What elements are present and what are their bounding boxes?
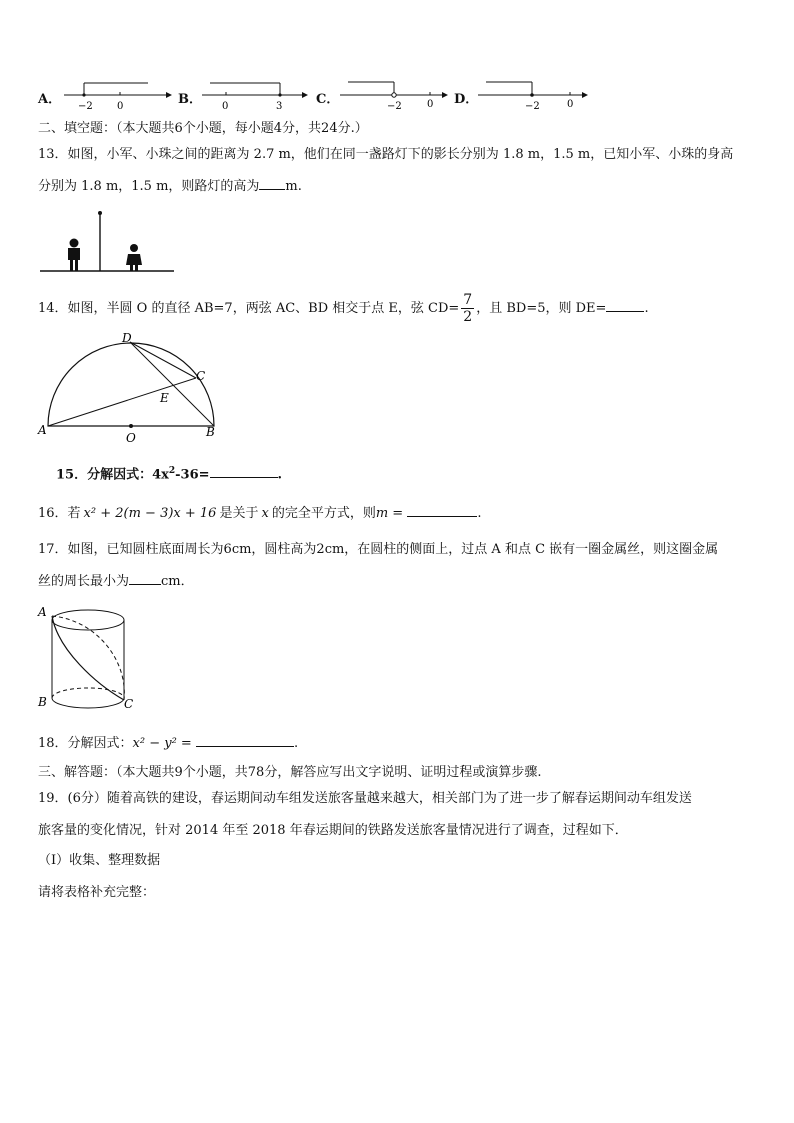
q14-text-a: 14．如图，半圆 O 的直径 AB=7，两弦 AC、BD 相交于点 E，弦 CD=	[38, 301, 460, 316]
option-c-label: C．	[316, 92, 340, 107]
q14-text	[38, 292, 649, 326]
q18-prefix: 18．分解因式：	[38, 736, 133, 751]
q17-unit: cm．	[161, 574, 194, 589]
q15-text-b: -36=	[175, 467, 210, 483]
q14-label-c: C	[196, 369, 206, 383]
option-b-numberline	[200, 78, 308, 114]
numberline-options	[0, 78, 794, 114]
q14-answer-blank	[606, 298, 644, 312]
section3-heading: 三、解答题：（本大题共9个小题，共78分，解答应写出文字说明、证明过程或演算步骤.	[38, 765, 542, 780]
q17-cylinder-figure	[36, 600, 140, 718]
q17-label-a: A	[38, 605, 47, 619]
option-d-tick-2: 0	[567, 99, 574, 110]
q17-cylinder-top	[52, 610, 124, 630]
q16-equals: =	[388, 506, 408, 521]
q19-line1: 19．(6分）随着高铁的建设，春运期间动车组发送旅客量越来越大，相关部门为了进一步了解春运期间动车组发送	[38, 791, 692, 806]
q13-line2-text: 分别为 1.8 m，1.5 m，则路灯的高为	[38, 179, 260, 194]
q17-answer-blank	[129, 571, 161, 585]
q17-label-c: C	[124, 697, 134, 711]
q14-label-e: E	[160, 391, 169, 405]
q19-line2: 旅客量的变化情况，针对 2014 年至 2018 年春运期间的铁路发送旅客量情况进行了调查，过程如下．	[38, 823, 628, 838]
q14-semicircle	[48, 343, 214, 426]
q16-middle: 是关于	[219, 506, 259, 521]
q14-frac-den: 2	[463, 309, 473, 325]
q15-text	[56, 462, 282, 484]
q13-person-xiaozhu	[126, 244, 142, 271]
q17-label-b: B	[38, 695, 47, 709]
q13-person-xiaojun	[68, 239, 80, 272]
option-b-label: B．	[178, 92, 202, 107]
q14-text-c: .	[644, 301, 649, 316]
q13-line2	[38, 176, 302, 196]
option-a-label: A．	[38, 92, 62, 107]
q13-streetlight-figure	[38, 208, 178, 274]
q17-wire-back	[52, 616, 124, 700]
option-a-numberline	[62, 78, 172, 114]
q18-expression: x² − y² =	[132, 736, 196, 751]
q16-answer-blank	[407, 503, 477, 517]
q14-label-o: O	[126, 431, 136, 444]
option-d-numberline	[476, 78, 588, 114]
option-d-label: D．	[454, 92, 479, 107]
q16-suffix: 的完全平方式，则	[271, 506, 376, 521]
q17-line2	[38, 571, 194, 591]
option-c-numberline	[338, 78, 448, 114]
q14-chord-bd	[130, 342, 214, 426]
option-a-tick-1: −2	[78, 101, 93, 112]
q18-end: .	[293, 736, 299, 751]
q16-expression: x² + 2(m − 3)x + 16	[83, 506, 217, 521]
q16-text	[38, 503, 481, 523]
section2-heading: 二、填空题：（本大题共6个小题，每小题4分，共24分.）	[38, 121, 368, 136]
q18-text	[38, 733, 298, 753]
option-c-tick-2: 0	[427, 99, 434, 110]
q15-text-a: 15．分解因式：4x	[56, 467, 169, 483]
q16-prefix: 16．若	[38, 506, 81, 521]
q16-end: .	[477, 506, 482, 521]
q14-text-b: ，且 BD=5，则 DE=	[476, 301, 607, 316]
q14-semicircle-figure	[36, 330, 222, 444]
q13-lamp	[98, 211, 102, 215]
q13-answer-blank	[259, 176, 285, 190]
q19-part1: （Ⅰ）收集、整理数据	[38, 853, 161, 868]
q17-line1: 17．如图，已知圆柱底面周长为6cm，圆柱高为2cm，在圆柱的侧面上，过点 A 和点 C 嵌有一圈金属丝，则这圈金属	[38, 542, 719, 557]
q15-answer-blank	[210, 464, 278, 478]
option-b-tick-1: 0	[222, 101, 229, 112]
option-d-tick-1: −2	[525, 101, 540, 112]
q14-label-d: D	[122, 331, 132, 345]
q14-label-a: A	[38, 423, 47, 437]
q15-text-c: .	[277, 467, 283, 483]
q14-center-o	[129, 424, 133, 428]
q18-answer-blank	[196, 733, 294, 747]
q14-frac-num: 7	[463, 292, 473, 308]
q14-fraction	[461, 292, 474, 325]
option-a-tick-2: 0	[117, 101, 124, 112]
q13-unit: m.	[285, 179, 302, 194]
q17-cylinder-bottom-front	[52, 698, 124, 708]
q19-part1b: 请将表格补充完整：	[38, 885, 156, 900]
q13-line1: 13．如图，小军、小珠之间的距离为 2.7 m，他们在同一盏路灯下的影长分别为 1.8 m，1.5 m，已知小军、小珠的身高	[38, 147, 734, 162]
q14-chord-cd	[130, 342, 196, 378]
q14-label-b: B	[206, 425, 215, 439]
option-c-tick-1: −2	[387, 101, 402, 112]
option-b-tick-2: 3	[276, 101, 283, 112]
q16-var-m: m	[375, 506, 389, 521]
q17-line2-text: 丝的周长最小为	[38, 574, 130, 589]
q15-sup: 2	[168, 466, 176, 476]
q16-var-x: x	[261, 506, 269, 521]
